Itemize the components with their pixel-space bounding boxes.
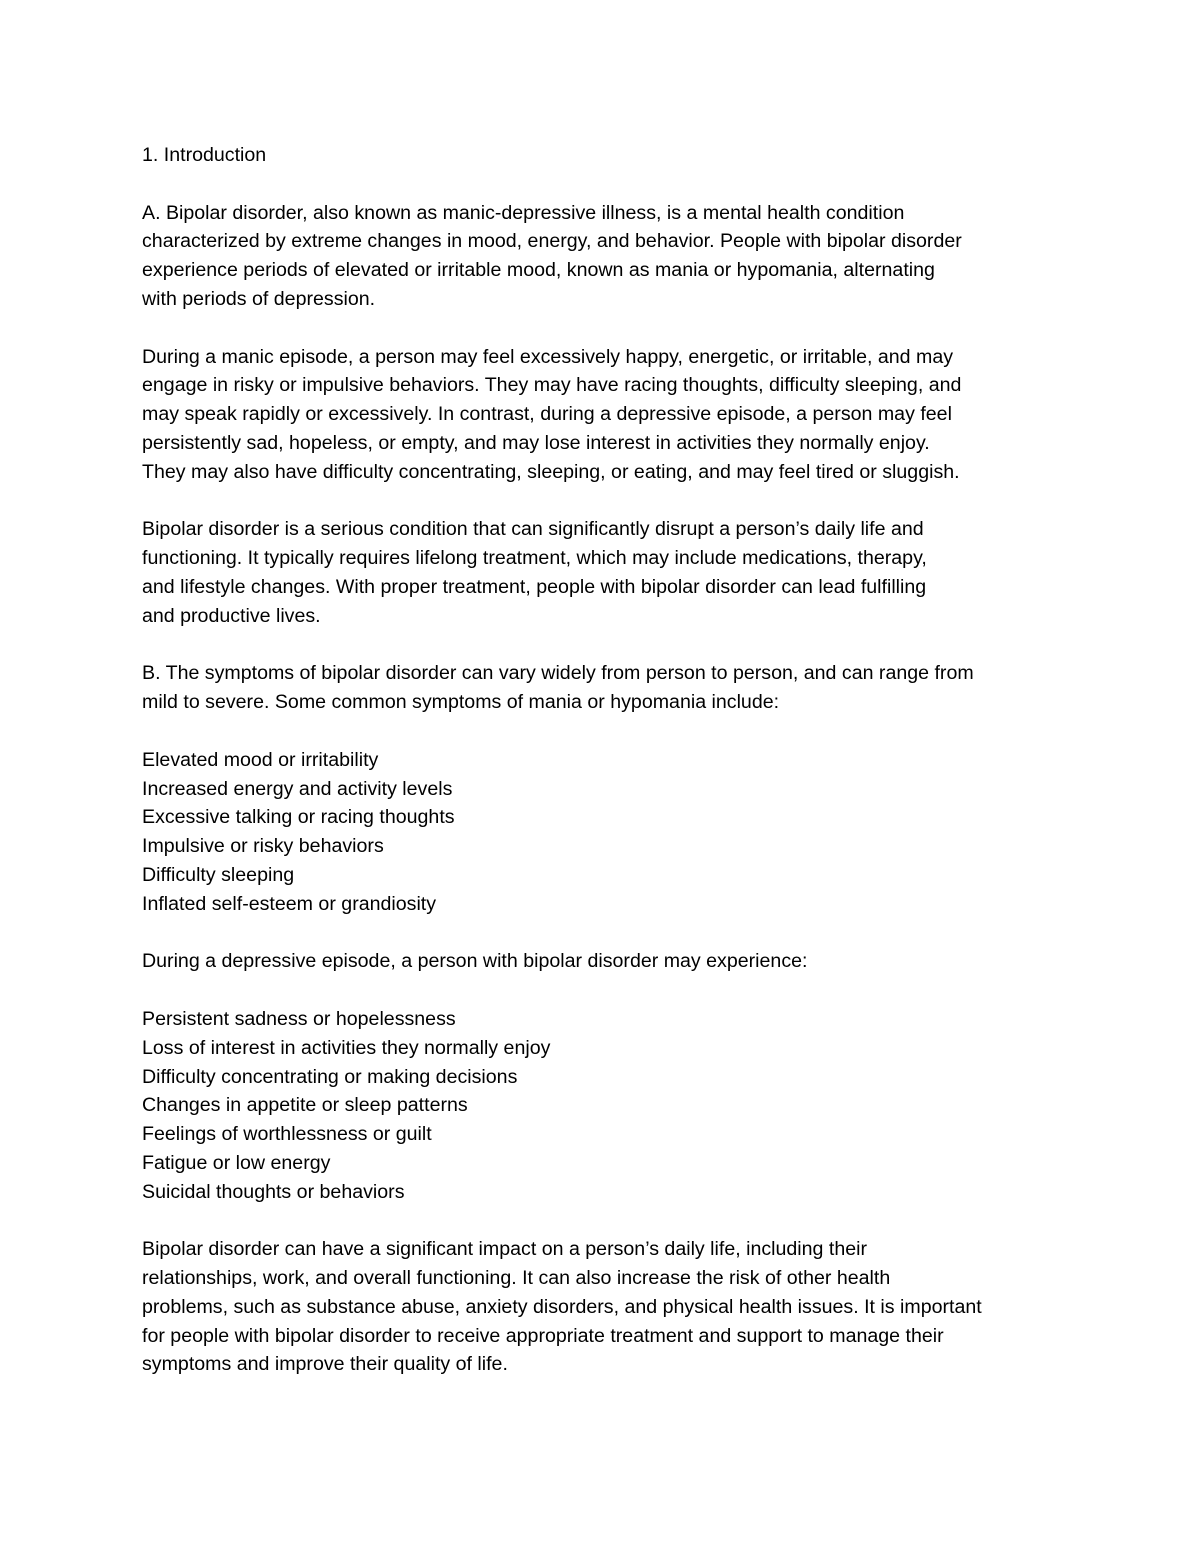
paragraph-symptoms-intro: B. The symptoms of bipolar disorder can vary widely from person to person, and can range from mild to severe. Some common symptoms of mania or hypomania include: [142,662,974,714]
paragraph-treatment: Bipolar disorder is a serious condition that can significantly disrupt a person’s daily life and functioning. It typically requires lifelong treatment, which may include medications, therapy, and lifestyle changes. With proper treatment, people with bipolar disorder can lead fulfilling and productive lives. [142,518,927,627]
list-depression-symptoms: Persistent sadness or hopelessness Loss of interest in activities they normally enjoy Difficulty concentrating or making decisions Changes in appetite or sleep patterns Feelings of worthlessness or guilt Fatigue or low energy Suicidal thoughts or behaviors [142,1007,551,1203]
paragraph-depressive-intro: During a depressive episode, a person with bipolar disorder may experience: [142,950,808,973]
list-mania-symptoms: Elevated mood or irritability Increased energy and activity levels Excessive talking or racing thoughts Impulsive or risky behaviors Difficulty sleeping Inflated self-esteem or grandiosity [142,748,455,915]
paragraph-definition: A. Bipolar disorder, also known as manic-depressive illness, is a mental health condition characterized by extreme changes in mood, energy, and behavior. People with bipolar disorder experience periods of elevated or irritable mood, known as mania or hypomania, alternating with periods of depression. [142,201,962,310]
paragraph-episodes: During a manic episode, a person may feel excessively happy, energetic, or irritable, and may engage in risky or impulsive behaviors. They may have racing thoughts, difficulty sleeping, and may speak rapidly or excessively. In contrast, during a depressive episode, a person may feel persistently sad, hopeless, or empty, and may lose interest in activities they normally enjoy. They may also have difficulty concentrating, sleeping, or eating, and may feel tired or sluggish. [142,345,962,483]
section-heading: 1. Introduction [142,144,267,166]
paragraph-impact: Bipolar disorder can have a significant impact on a person’s daily life, including their relationships, work, and overall functioning. It can also increase the risk of other health problems, such as substance abuse, anxiety disorders, and physical health issues. It is important for people with bipolar disorder to receive appropriate treatment and support to manage their symptoms and improve their quality of life. [142,1238,982,1376]
document-page [142,141,1072,1408]
